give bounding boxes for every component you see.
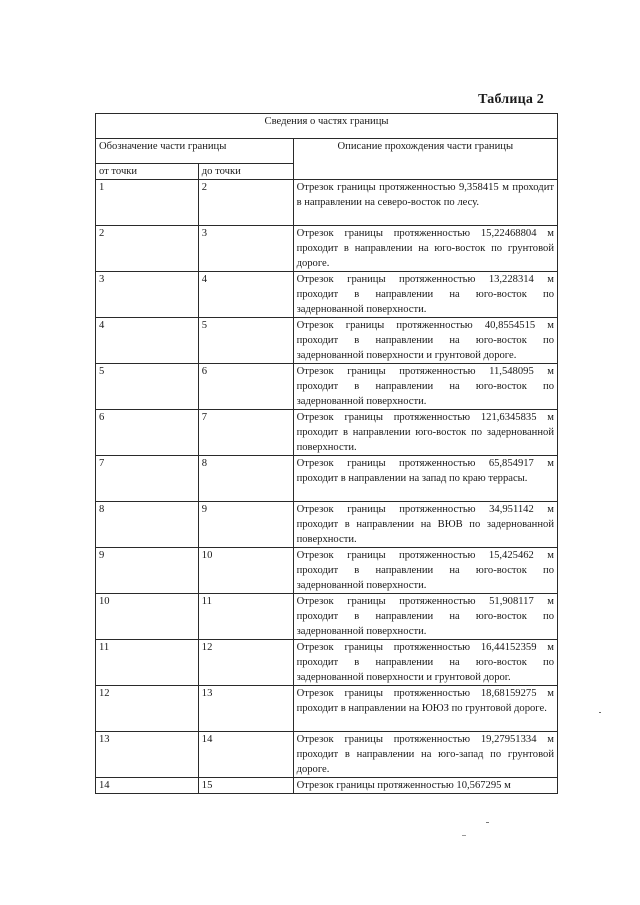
segment-description: Отрезок границы протяженностью 51,908117 м проходит в направлении на юго-восток по задернованной поверхности. (293, 594, 557, 640)
from-point: 14 (96, 778, 199, 794)
segment-description: Отрезок границы протяженностью 10,567295 м (293, 778, 557, 794)
table-row (96, 318, 558, 364)
from-point: 10 (96, 594, 199, 640)
from-point: 4 (96, 318, 199, 364)
to-point: 4 (198, 272, 293, 318)
to-point: 5 (198, 318, 293, 364)
designation-header: Обозначение части границы (96, 139, 294, 164)
boundary-parts-table (95, 113, 558, 794)
from-point: 9 (96, 548, 199, 594)
from-point: 2 (96, 226, 199, 272)
section-header-row (96, 114, 558, 139)
to-point: 15 (198, 778, 293, 794)
table-row (96, 548, 558, 594)
from-point: 5 (96, 364, 199, 410)
table-row (96, 778, 558, 794)
segment-description: Отрезок границы протяженностью 11,548095 м проходит в направлении на юго-восток по задернованной поверхности. (293, 364, 557, 410)
table-row (96, 456, 558, 502)
table-row (96, 410, 558, 456)
table-row (96, 640, 558, 686)
segment-description: Отрезок границы протяженностью 13,228314 м проходит в направлении на юго-восток по задернованной поверхности. (293, 272, 557, 318)
to-point: 14 (198, 732, 293, 778)
segment-description: Отрезок границы протяженностью 121,6345835 м проходит в направлении юго-восток по задернованной поверхности. (293, 410, 557, 456)
segment-description: Отрезок границы протяженностью 15,22468804 м проходит в направлении на юго-восток по грунтовой дороге. (293, 226, 557, 272)
segment-description: Отрезок границы протяженностью 16,44152359 м проходит в направлении на юго-восток по задернованной поверхности и грунтовой дорог. (293, 640, 557, 686)
table-row (96, 364, 558, 410)
segment-description: Отрезок границы протяженностью 65,854917 м проходит в направлении на запад по краю террасы. (293, 456, 557, 502)
to-point: 13 (198, 686, 293, 732)
scan-speck (599, 712, 601, 713)
table-row (96, 272, 558, 318)
to-point: 11 (198, 594, 293, 640)
description-header: Описание прохождения части границы (293, 139, 557, 180)
segment-description: Отрезок границы протяженностью 19,27951334 м проходит в направлении на юго-запад по грунтовой дороге. (293, 732, 557, 778)
table-row (96, 686, 558, 732)
table-title: Таблица 2 (478, 92, 544, 107)
table-row (96, 594, 558, 640)
table-row (96, 502, 558, 548)
from-point: 8 (96, 502, 199, 548)
segment-description: Отрезок границы протяженностью 15,425462 м проходит в направлении на юго-восток по задернованной поверхности. (293, 548, 557, 594)
from-point: 13 (96, 732, 199, 778)
from-point-header: от точки (96, 164, 199, 180)
from-point: 7 (96, 456, 199, 502)
segment-description: Отрезок границы протяженностью 18,68159275 м проходит в направлении на ЮЮЗ по грунтовой дороге. (293, 686, 557, 732)
scan-speck (462, 835, 466, 836)
from-point: 1 (96, 180, 199, 226)
from-point: 11 (96, 640, 199, 686)
to-point: 8 (198, 456, 293, 502)
table-row (96, 732, 558, 778)
to-point: 3 (198, 226, 293, 272)
scan-speck (486, 822, 489, 823)
segment-description: Отрезок границы протяженностью 40,8554515 м проходит в направлении на юго-восток по задернованной поверхности и грунтовой дороге. (293, 318, 557, 364)
to-point: 9 (198, 502, 293, 548)
segment-description: Отрезок границы протяженностью 9,358415 м проходит в направлении на северо-восток по лесу. (293, 180, 557, 226)
from-point: 3 (96, 272, 199, 318)
section-header: Сведения о частях границы (96, 114, 558, 139)
to-point: 12 (198, 640, 293, 686)
table-row (96, 226, 558, 272)
to-point-header: до точки (198, 164, 293, 180)
from-point: 12 (96, 686, 199, 732)
to-point: 7 (198, 410, 293, 456)
segment-description: Отрезок границы протяженностью 34,951142 м проходит в направлении на ВЮВ по задернованной поверхности. (293, 502, 557, 548)
from-point: 6 (96, 410, 199, 456)
to-point: 6 (198, 364, 293, 410)
column-header-row (96, 139, 558, 164)
to-point: 10 (198, 548, 293, 594)
to-point: 2 (198, 180, 293, 226)
table-row (96, 180, 558, 226)
